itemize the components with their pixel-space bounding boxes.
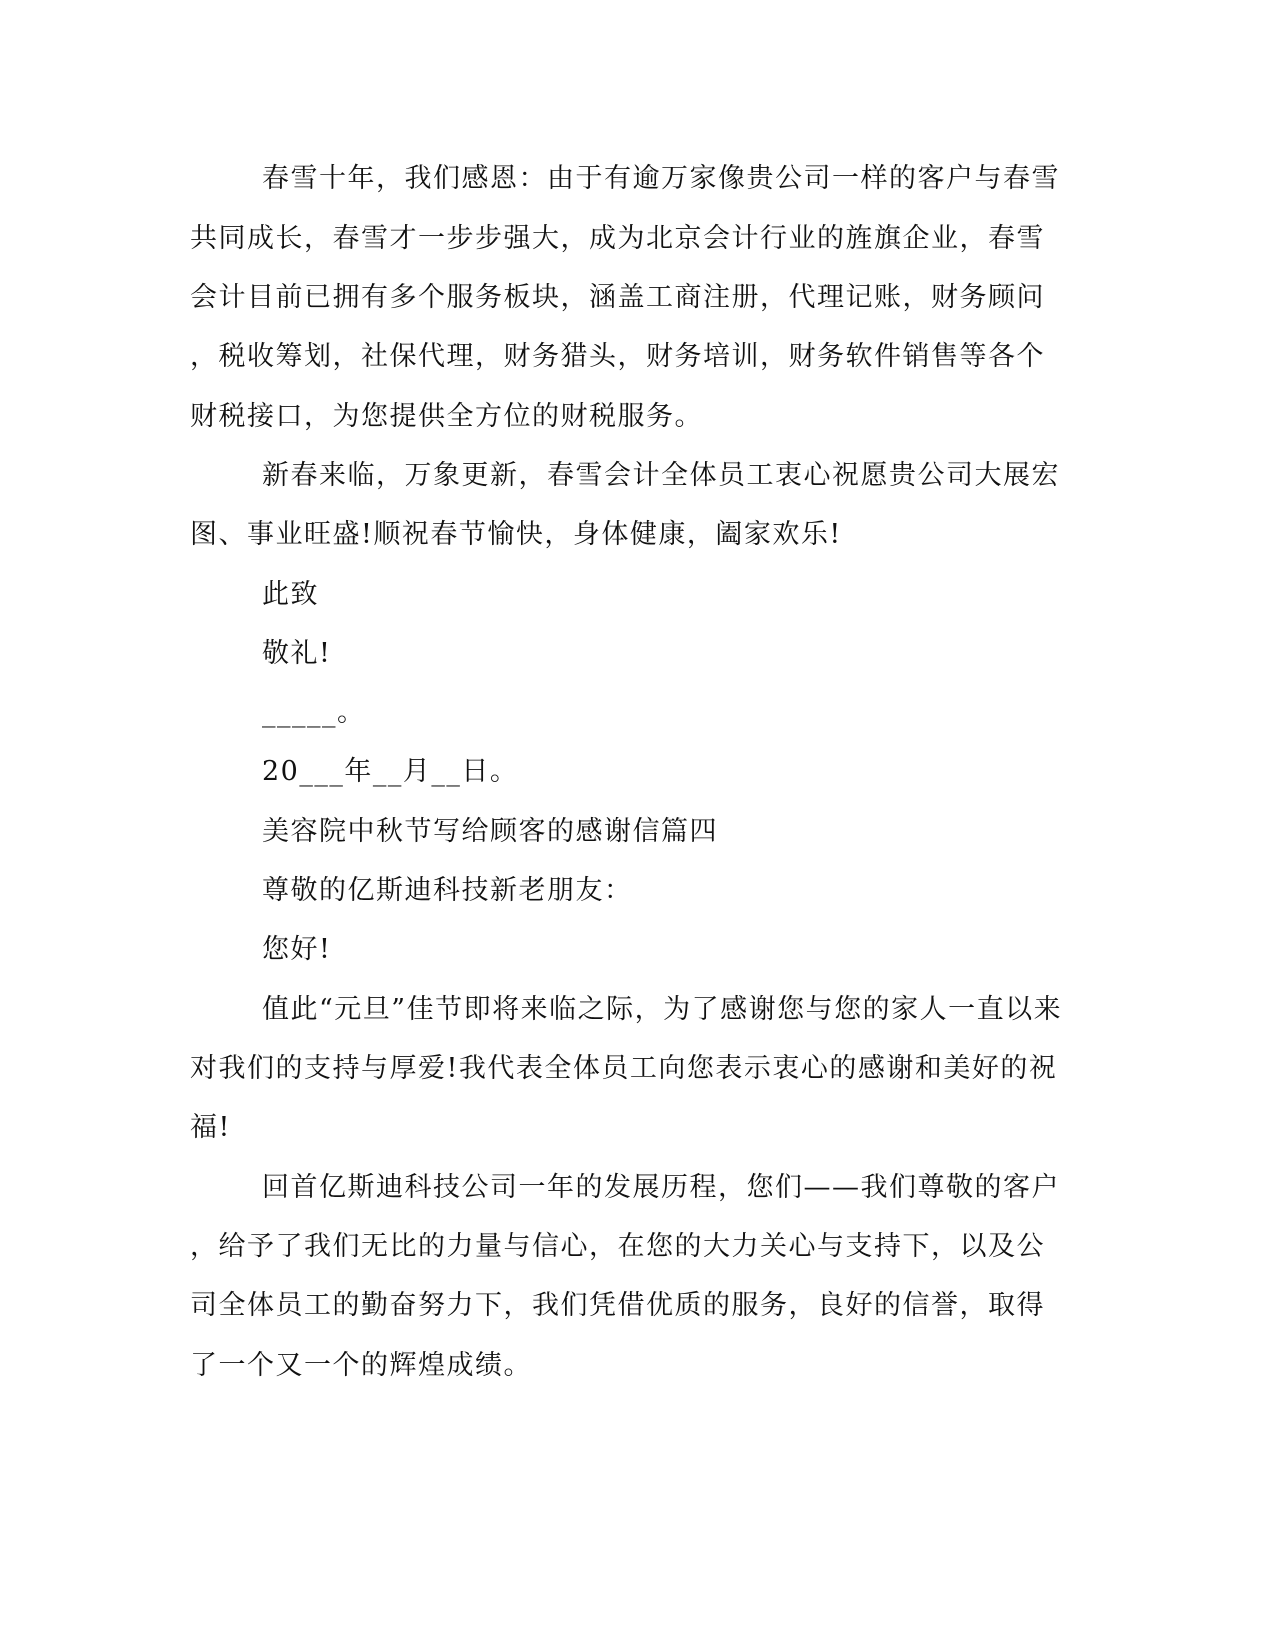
closing-line: 此致	[262, 579, 319, 610]
paragraph-line: 值此“元旦”佳节即将来临之际，为了感谢您与您的家人一直以来	[262, 994, 1063, 1025]
paragraph-line: ，税收筹划，社保代理，财务猎头，财务培训，财务软件销售等各个	[190, 341, 1045, 372]
paragraph-line: 春雪十年，我们感恩：由于有逾万家像贵公司一样的客户与春雪	[262, 163, 1060, 194]
closing-line: 敬礼!	[262, 638, 332, 669]
paragraph-line: 图、事业旺盛!顺祝春节愉快，身体健康，阖家欢乐!	[190, 519, 842, 550]
greeting-line: 您好!	[262, 934, 332, 965]
paragraph-line: 司全体员工的勤奋努力下，我们凭借优质的服务，良好的信誉，取得	[190, 1290, 1045, 1321]
date-line: 20___年__月__日。	[262, 756, 519, 787]
paragraph-line: 财税接口，为您提供全方位的财税服务。	[190, 401, 703, 432]
paragraph-line: 回首亿斯迪科技公司一年的发展历程，您们——我们尊敬的客户	[262, 1172, 1060, 1203]
paragraph-line: 新春来临，万象更新，春雪会计全体员工衷心祝愿贵公司大展宏	[262, 460, 1060, 491]
paragraph-line: 了一个又一个的辉煌成绩。	[190, 1350, 532, 1381]
paragraph-line: 福!	[190, 1112, 231, 1143]
paragraph-line: 共同成长，春雪才一步步强大，成为北京会计行业的旌旗企业，春雪	[190, 223, 1045, 254]
paragraph-line: 对我们的支持与厚爱!我代表全体员工向您表示衷心的感谢和美好的祝	[190, 1053, 1058, 1084]
paragraph-line: 会计目前已拥有多个服务板块，涵盖工商注册，代理记账，财务顾问	[190, 282, 1045, 313]
section-title: 美容院中秋节写给顾客的感谢信篇四	[262, 816, 718, 847]
paragraph-line: ，给予了我们无比的力量与信心，在您的大力关心与支持下，以及公	[190, 1231, 1045, 1262]
signature-line: _____。	[262, 697, 366, 728]
salutation-line: 尊敬的亿斯迪科技新老朋友：	[262, 875, 633, 906]
